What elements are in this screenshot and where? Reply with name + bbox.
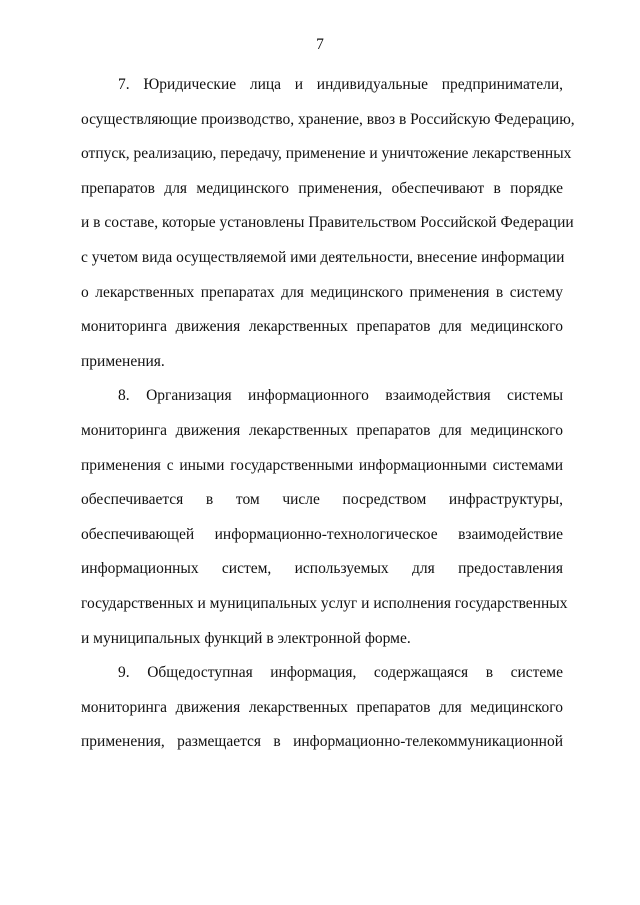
text-line: применения. xyxy=(81,352,165,370)
text-line: применения с иными государственными информационными системами xyxy=(81,456,563,474)
text-line: мониторинга движения лекарственных препаратов для медицинского xyxy=(81,698,563,716)
text-line: и в составе, которые установлены Правительством Российской Федерации xyxy=(81,214,574,232)
text-line: обеспечивается в том числе посредством инфраструктуры, xyxy=(81,491,563,509)
text-line: 7. Юридические лица и индивидуальные предприниматели, xyxy=(118,76,563,93)
text-line: государственных и муниципальных услуг и исполнения государственных xyxy=(81,594,568,612)
text-line: препаратов для медицинского применения, обеспечивают в порядке xyxy=(81,179,563,197)
page-number: 7 xyxy=(316,36,324,53)
text-line: обеспечивающей информационно-технологическое взаимодействие xyxy=(81,525,563,543)
text-line: информационных систем, используемых для предоставления xyxy=(81,560,563,578)
text-line: осуществляющие производство, хранение, ввоз в Российскую Федерацию, xyxy=(81,110,575,128)
paragraph-7 xyxy=(81,68,575,379)
text-line: мониторинга движения лекарственных препаратов для медицинского xyxy=(81,421,563,439)
text-line: мониторинга движения лекарственных препаратов для медицинского xyxy=(81,318,563,336)
paragraph-9 xyxy=(81,656,563,760)
text-line: применения, размещается в информационно-телекоммуникационной xyxy=(81,733,563,751)
text-line: 8. Организация информационного взаимодействия системы xyxy=(118,387,563,405)
paragraph-8 xyxy=(81,379,568,656)
text-line: и муниципальных функций в электронной форме. xyxy=(81,629,411,647)
text-line: отпуск, реализацию, передачу, применение и уничтожение лекарственных xyxy=(81,145,572,163)
text-line: с учетом вида осуществляемой ими деятельности, внесение информации xyxy=(81,248,565,266)
text-line: 9. Общедоступная информация, содержащаяся в системе xyxy=(118,664,563,682)
document-body xyxy=(81,68,575,760)
text-line: о лекарственных препаратах для медицинского применения в систему xyxy=(81,283,563,301)
